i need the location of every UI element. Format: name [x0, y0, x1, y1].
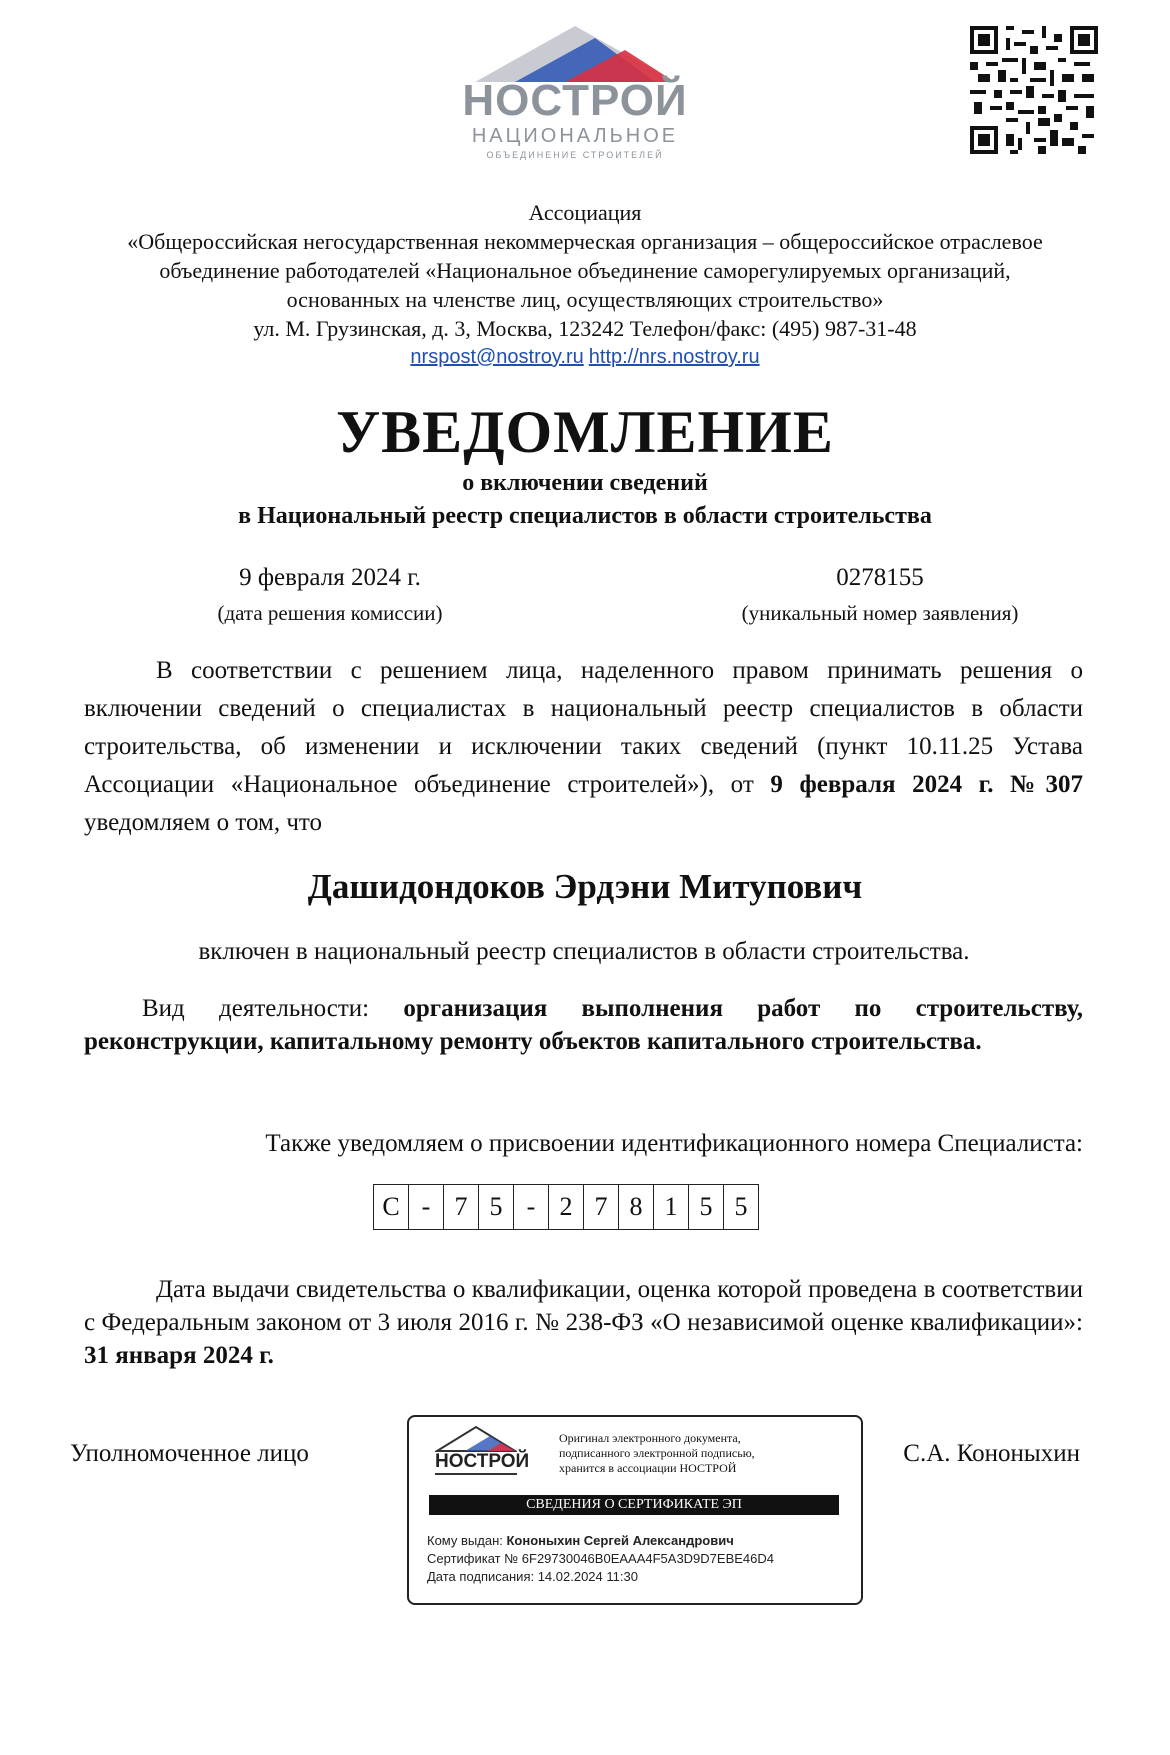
application-number: 0278155 [836, 564, 924, 591]
decision-text-b: уведомляем о том, что [84, 809, 322, 836]
stamp-issued-name: Кононыхин Сергей Александрович [506, 1533, 734, 1548]
id-char: 5 [479, 1185, 514, 1230]
nostroy-logo [455, 24, 695, 164]
id-char: 2 [549, 1185, 584, 1230]
logo-sub-text: НАЦИОНАЛЬНОЕ [471, 125, 679, 147]
stamp-certificate-number: Сертификат № 6F29730046B0EAAA4F5A3D9D7EBE46D4 [427, 1551, 775, 1566]
logo-flag-icon [455, 24, 695, 84]
id-char: С [374, 1185, 409, 1230]
id-char: - [409, 1185, 444, 1230]
document-title: УВЕДОМЛЕНИЕ [336, 399, 834, 465]
document-subtitle-1: о включении сведений [462, 470, 708, 496]
stamp-logo-text: НОСТРОЙ [435, 1451, 517, 1475]
decision-number: 9 февраля 2024 г. №307 [770, 771, 1083, 798]
stamp-issued-label: Кому выдан: [427, 1533, 507, 1548]
id-char: - [514, 1185, 549, 1230]
id-char: 5 [724, 1185, 759, 1230]
activity-value: организация выполнения работ по строительству, реконструкции, капитальному ремонту объектов капитального строительства. [84, 995, 1083, 1055]
logo-sub2-text: ОБЪЕДИНЕНИЕ СТРОИТЕЛЕЙ [486, 150, 664, 160]
stamp-issued-to [427, 1533, 734, 1548]
org-address: ул. М. Грузинская, д. 3, Москва, 123242 Телефон/факс: (495) 987-31-48 [253, 316, 917, 341]
certificate-paragraph [84, 1273, 1083, 1372]
decision-date-caption: (дата решения комиссии) [217, 601, 443, 625]
id-char: 7 [584, 1185, 619, 1230]
org-line-1: Ассоциация [528, 200, 642, 225]
organization-info [60, 198, 1110, 372]
activity-paragraph [84, 992, 1083, 1058]
specialist-name: Дашидондоков Эрдэни Митупович [307, 867, 863, 906]
org-line-2: «Общероссийская негосударственная некоммерческая организация – общероссийское отраслевое [127, 229, 1043, 254]
decision-date: 9 февраля 2024 г. [239, 564, 421, 591]
org-line-4: основанных на членстве лиц, осуществляющих строительство» [286, 287, 884, 312]
stamp-note-line-2: подписанного электронной подписью, [559, 1446, 755, 1460]
certificate-date: 31 января 2024 г. [84, 1342, 274, 1369]
org-contacts [60, 343, 1110, 372]
logo-main-text: НОСТРОЙ [462, 76, 688, 125]
id-notice: Также уведомляем о присвоении идентификационного номера Специалиста: [265, 1130, 1083, 1157]
id-char: 8 [619, 1185, 654, 1230]
qr-code-icon [970, 26, 1098, 154]
id-char: 7 [444, 1185, 479, 1230]
stamp-note-line-1: Оригинал электронного документа, [559, 1431, 741, 1445]
stamp-sign-date: Дата подписания: 14.02.2024 11:30 [427, 1569, 638, 1584]
decision-paragraph [84, 652, 1083, 842]
signatory-name: С.А. Кононыхин [903, 1440, 1080, 1467]
org-line-3: объединение работодателей «Национальное объединение саморегулируемых организаций, [159, 258, 1011, 283]
stamp-note-line-3: хранится в ассоциации НОСТРОЙ [559, 1461, 737, 1475]
email-link[interactable]: nrspost@nostroy.ru [410, 346, 584, 368]
authorized-person-label: Уполномоченное лицо [70, 1440, 309, 1467]
stamp-logo-roof-icon [435, 1425, 517, 1453]
stamp-note [559, 1431, 839, 1476]
stamp-logo [435, 1425, 530, 1487]
document-subtitle-2: в Национальный реестр специалистов в области строительства [238, 503, 932, 529]
certificate-text: Дата выдачи свидетельства о квалификации, оценка которой проведена в соответствии с Федеральным законом от 3 июля 2016 г. № 238-ФЗ «О независимой оценке квалификации»: [84, 1276, 1083, 1336]
e-signature-stamp [407, 1415, 863, 1605]
specialist-id-number [373, 1184, 759, 1230]
id-char: 1 [654, 1185, 689, 1230]
stamp-certificate-header: СВЕДЕНИЯ О СЕРТИФИКАТЕ ЭП [429, 1495, 839, 1515]
inclusion-statement: включен в национальный реестр специалистов в области строительства. [198, 938, 970, 965]
id-char: 5 [689, 1185, 724, 1230]
application-number-caption: (уникальный номер заявления) [741, 601, 1019, 625]
activity-label: Вид деятельности: [142, 995, 404, 1022]
decision-text-a: В соответствии с решением лица, наделенного правом принимать решения о включении сведений о специалистах в национальный реестр специалистов в области строительства, об изменении и исключении таких сведений (пункт 10.11.25 Устава Ассоциации «Национальное объединение строителей»), от [84, 657, 1083, 798]
website-link[interactable]: http://nrs.nostroy.ru [588, 346, 760, 368]
